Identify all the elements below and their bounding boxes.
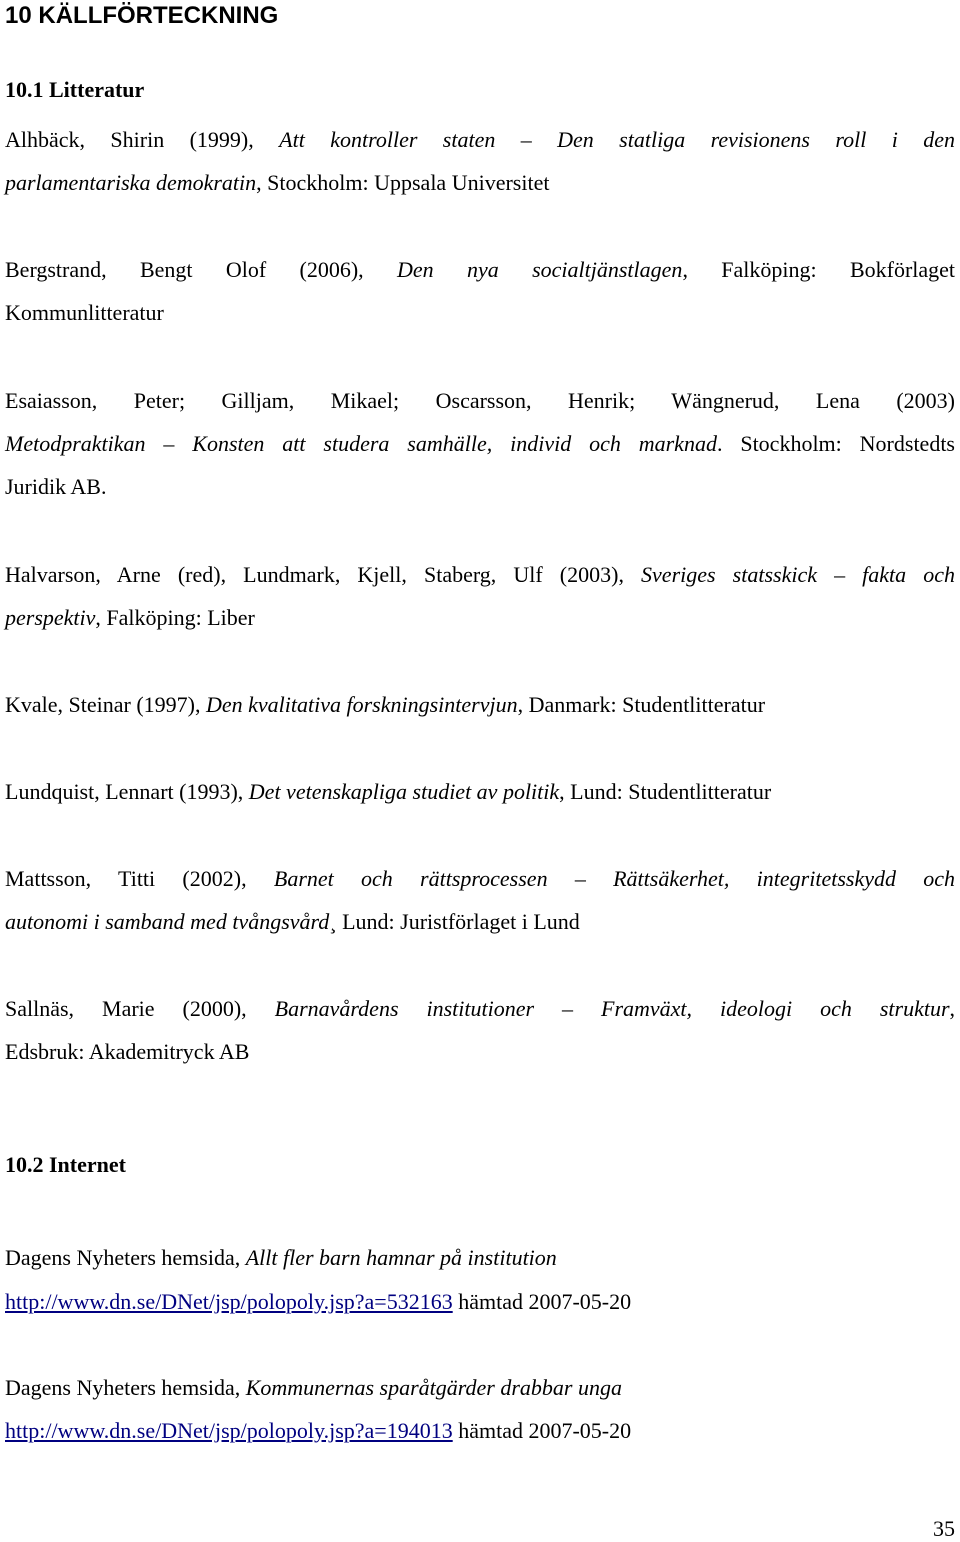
page-heading: 10 KÄLLFÖRTECKNING (5, 2, 279, 29)
reference-mattsson-line2: autonomi i samband med tvångsvård¸ Lund: Juristförlaget i Lund (5, 909, 580, 934)
reference-dn1-line1: Dagens Nyheters hemsida, Allt fler barn hamnar på institution (5, 1245, 557, 1270)
reference-esaiasson-line3: Juridik AB. (5, 474, 107, 499)
reference-dn2-line2: http://www.dn.se/DNet/jsp/polopoly.jsp?a=194013 hämtad 2007-05-20 (5, 1418, 632, 1443)
reference-dn2-link[interactable]: http://www.dn.se/DNet/jsp/polopoly.jsp?a=194013 (5, 1418, 453, 1443)
reference-esaiasson-line1: Esaiasson, Peter; Gilljam, Mikael; Oscarsson, Henrik; Wängnerud, Lena (2003) (5, 388, 955, 413)
reference-alhback-line2: parlamentariska demokratin, Stockholm: Uppsala Universitet (5, 170, 550, 195)
reference-sallnas-line1: Sallnäs, Marie (2000), Barnavårdens institutioner – Framväxt, ideologi och struktur, (5, 996, 956, 1021)
reference-sallnas-line2: Edsbruk: Akademitryck AB (5, 1039, 250, 1064)
reference-bergstrand-line1: Bergstrand, Bengt Olof (2006), Den nya socialtjänstlagen, Falköping: Bokförlaget (5, 257, 956, 282)
reference-kvale: Kvale, Steinar (1997), Den kvalitativa forskningsintervjun, Danmark: Studentlitteratur (5, 692, 766, 717)
reference-lundquist: Lundquist, Lennart (1993), Det vetenskapliga studiet av politik, Lund: Studentlitteratur (5, 779, 772, 804)
reference-bergstrand-line2: Kommunlitteratur (5, 300, 164, 325)
section-heading-literature: 10.1 Litteratur (5, 77, 145, 102)
reference-halvarson-line1: Halvarson, Arne (red), Lundmark, Kjell, Staberg, Ulf (2003), Sveriges statsskick – fakta och (5, 562, 955, 587)
reference-dn1-link[interactable]: http://www.dn.se/DNet/jsp/polopoly.jsp?a=532163 (5, 1289, 453, 1314)
page-number: 35 (933, 1516, 955, 1541)
reference-dn2-line1: Dagens Nyheters hemsida, Kommunernas sparåtgärder drabbar unga (5, 1375, 622, 1400)
reference-alhback-line1: Alhbäck, Shirin (1999), Att kontroller staten – Den statliga revisionens roll i den (5, 127, 956, 152)
section-heading-internet: 10.2 Internet (5, 1152, 126, 1177)
reference-dn1-line2: http://www.dn.se/DNet/jsp/polopoly.jsp?a=532163 hämtad 2007-05-20 (5, 1289, 632, 1314)
reference-esaiasson-line2: Metodpraktikan – Konsten att studera samhälle, individ och marknad. Stockholm: Nordstedts (5, 431, 955, 456)
reference-mattsson-line1: Mattsson, Titti (2002), Barnet och rättsprocessen – Rättsäkerhet, integritetsskydd och (5, 866, 956, 891)
reference-halvarson-line2: perspektiv, Falköping: Liber (5, 605, 255, 630)
